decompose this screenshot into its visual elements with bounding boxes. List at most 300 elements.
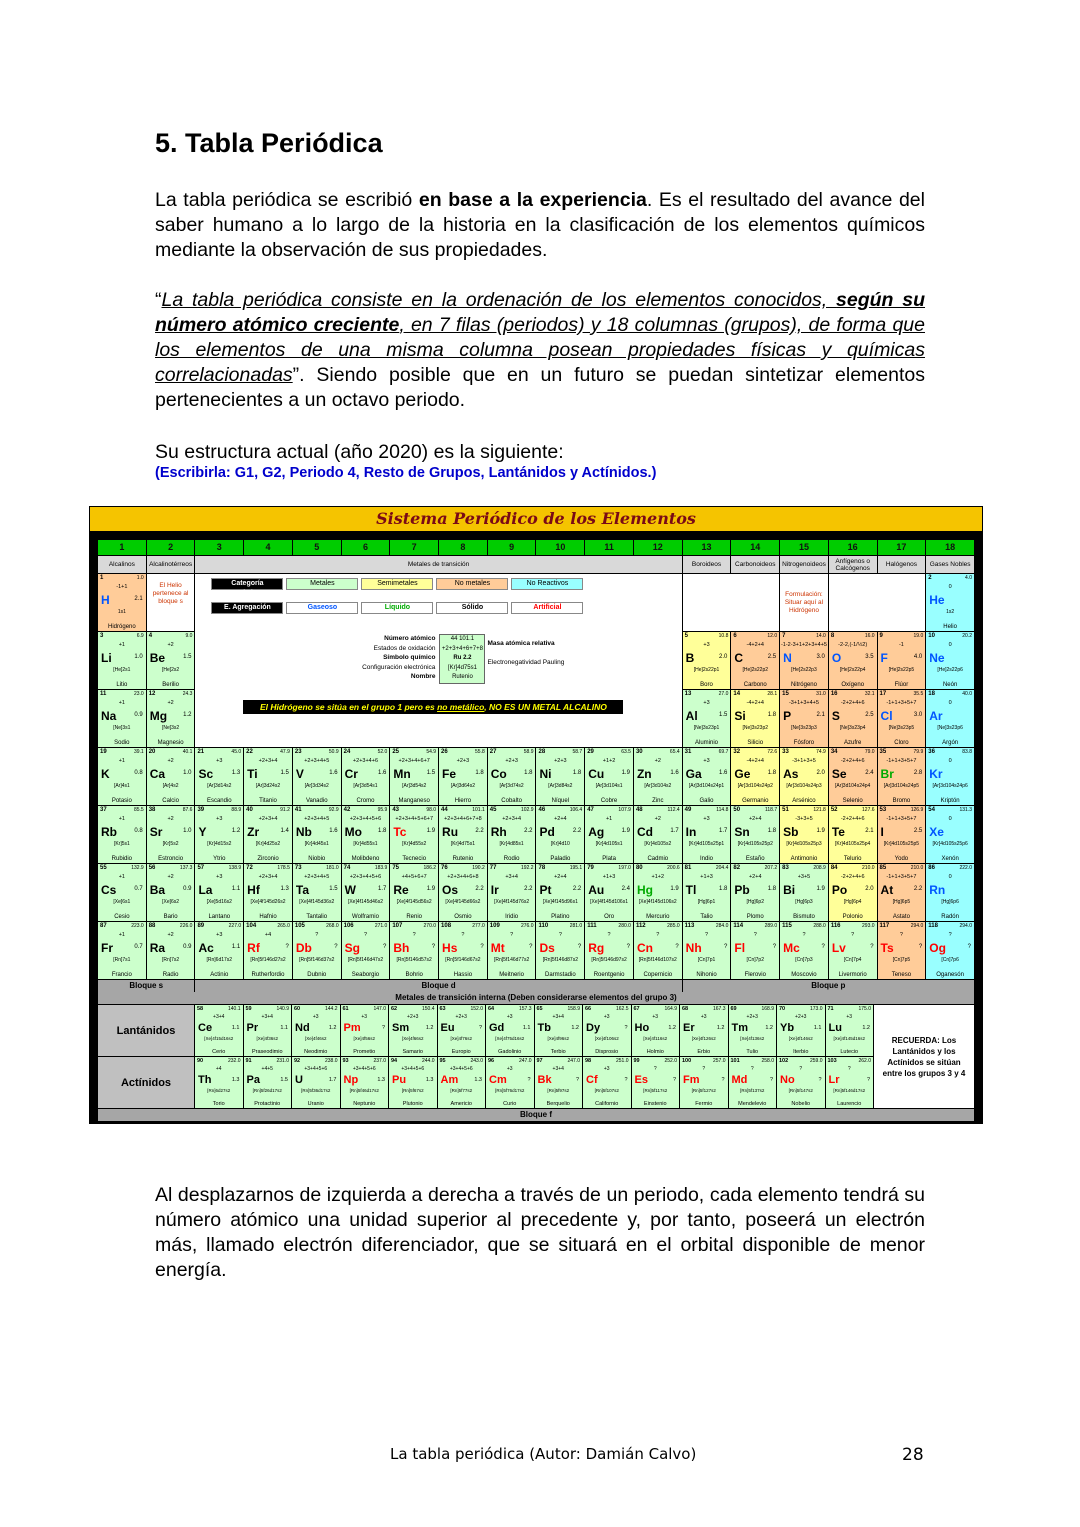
element-symbol: Ir bbox=[490, 883, 499, 897]
element-oxidation: +1 bbox=[605, 816, 613, 822]
element-name: Samario bbox=[402, 1049, 423, 1055]
hydrogen-note-c: , NO ES UN METAL ALCALINO bbox=[484, 702, 607, 712]
legend-example-cell bbox=[439, 634, 485, 684]
element-number: 27 bbox=[489, 749, 497, 755]
element-symbol: W bbox=[344, 883, 356, 897]
element-mass: 252.0 bbox=[664, 1058, 677, 1064]
element-number: 42 bbox=[343, 807, 351, 813]
element-electronegativity: 2.5 bbox=[865, 712, 874, 718]
element-mass: 138.9 bbox=[228, 865, 242, 871]
element-name: Cromo bbox=[356, 798, 375, 804]
element-name: Americio bbox=[450, 1101, 472, 1107]
element-configuration: [Kr]4d105s25p3 bbox=[786, 841, 822, 847]
element-number: 82 bbox=[733, 865, 741, 871]
element-oxidation: +2+3 bbox=[407, 1014, 419, 1020]
element-name: Indio bbox=[700, 856, 714, 862]
element-gd bbox=[486, 1005, 534, 1056]
element-mass: 238.0 bbox=[324, 1058, 338, 1064]
element-configuration: [He]2s22p3 bbox=[791, 667, 817, 673]
element-mass: 121.8 bbox=[813, 807, 826, 813]
element-pa bbox=[244, 1057, 292, 1108]
element-cr bbox=[342, 748, 390, 805]
element-v bbox=[293, 748, 341, 805]
element-configuration: [Ar]3d64s2 bbox=[450, 783, 475, 789]
element-electronegativity: ? bbox=[672, 1077, 676, 1083]
element-mass: 88.9 bbox=[231, 807, 242, 813]
element-number: 103 bbox=[827, 1058, 837, 1064]
element-name: Rutherfordio bbox=[251, 972, 285, 978]
element-name: Lutecio bbox=[840, 1049, 859, 1055]
family-alcalinoterreos: Alcalinotérreos bbox=[147, 556, 195, 573]
element-oxidation: 0 bbox=[948, 584, 952, 590]
element-configuration: [Rn]5f147s2 bbox=[788, 1088, 813, 1093]
element-name: Europio bbox=[451, 1049, 471, 1055]
element-number: 3 bbox=[100, 633, 104, 639]
element-oxidation: +2+3+4 bbox=[258, 758, 278, 764]
element-configuration: [Rn]5f146d27s2 bbox=[250, 957, 286, 963]
element-number: 73 bbox=[294, 865, 302, 871]
element-oxidation: +2+3+4 bbox=[258, 874, 278, 880]
element-na bbox=[98, 690, 146, 747]
element-name: Cerio bbox=[212, 1049, 226, 1055]
element-number: 66 bbox=[585, 1006, 592, 1012]
element-number: 41 bbox=[294, 807, 302, 813]
element-symbol: S bbox=[831, 709, 840, 723]
element-number: 1 bbox=[100, 575, 104, 581]
element-electronegativity: ? bbox=[529, 944, 533, 950]
element-oxidation: ? bbox=[702, 1066, 706, 1072]
element-name: Plata bbox=[602, 856, 616, 862]
element-oxidation: -3+3+5 bbox=[795, 816, 813, 822]
element-number: 118 bbox=[928, 923, 938, 929]
element-electronegativity: 1.9 bbox=[621, 828, 630, 834]
element-symbol: Re bbox=[393, 883, 409, 897]
element-number: 49 bbox=[684, 807, 692, 813]
element-electronegativity: ? bbox=[626, 944, 630, 950]
element-configuration: [Rn]7s1 bbox=[113, 957, 131, 963]
element-symbol: Gd bbox=[489, 1022, 505, 1034]
element-electronegativity: ? bbox=[478, 1025, 482, 1031]
element-name: Cadmio bbox=[647, 856, 669, 862]
element-mass: 127.6 bbox=[862, 807, 875, 813]
element-configuration: [Kr]4d105s1 bbox=[595, 841, 623, 847]
element-name: Flerovio bbox=[744, 972, 766, 978]
element-te bbox=[829, 806, 877, 863]
element-configuration: [Kr]4d25s2 bbox=[255, 841, 281, 847]
element-mass: 162.5 bbox=[615, 1006, 629, 1012]
element-configuration: [He]2s22p6 bbox=[937, 667, 963, 673]
element-name: Argón bbox=[942, 740, 959, 746]
element-be bbox=[147, 632, 195, 689]
element-oxidation: +2+3+4+6+8 bbox=[447, 874, 479, 880]
element-number: 62 bbox=[391, 1006, 398, 1012]
element-oxidation: -4+2+4 bbox=[746, 700, 764, 706]
element-name: Holmio bbox=[646, 1049, 664, 1055]
paragraph-period: Al desplazarnos de izquierda a derecha a través de un periodo, cada elemento tendrá su número atómico una unidad superior al precedente y, por tanto, poseerá un electrón más, llamado electrón diferenciador, que se situará en el orbital disponible de menor energía. bbox=[155, 1184, 925, 1281]
element-number: 28 bbox=[538, 749, 546, 755]
element-configuration: [Rn]5f146d67s2 bbox=[445, 957, 481, 963]
element-name: Platino bbox=[551, 914, 570, 920]
element-symbol: Na bbox=[101, 709, 117, 723]
element-number: 20 bbox=[148, 749, 156, 755]
element-symbol: Mo bbox=[344, 825, 362, 839]
element-symbol: F bbox=[880, 651, 888, 665]
element-mass: 24.3 bbox=[182, 691, 193, 697]
element-number: 13 bbox=[684, 691, 692, 697]
element-number: 46 bbox=[538, 807, 546, 813]
element-configuration: [Ar]3d54s2 bbox=[402, 783, 427, 789]
element-ra bbox=[147, 922, 195, 979]
element-nb bbox=[293, 806, 341, 863]
element-configuration: [Hg]6p5 bbox=[892, 899, 911, 905]
element-number: 81 bbox=[684, 865, 692, 871]
periodic-grid bbox=[98, 540, 974, 992]
element-name: Molibdeno bbox=[351, 856, 380, 862]
element-mass: 226.0 bbox=[179, 923, 193, 929]
element-number: 98 bbox=[585, 1058, 592, 1064]
element-oxidation: +3 bbox=[603, 1066, 610, 1072]
element-cn bbox=[634, 922, 682, 979]
element-sg bbox=[342, 922, 390, 979]
element-number: 2 bbox=[928, 575, 932, 581]
element-name: Berquelio bbox=[546, 1101, 570, 1107]
element-mass: 167.3 bbox=[712, 1006, 726, 1012]
group-header-3: 3 bbox=[195, 540, 243, 555]
element-number: 14 bbox=[733, 691, 741, 697]
element-configuration: [Ar]4s1 bbox=[113, 783, 130, 789]
element-name: Plomo bbox=[746, 914, 764, 920]
recuerda-note: RECUERDA: Los Lantánidos y los Actínidos se sitúan entre los grupos 3 y 4 bbox=[874, 1005, 974, 1108]
element-configuration: [Xe]4f76s2 bbox=[450, 1036, 472, 1041]
element-number: 108 bbox=[441, 923, 452, 929]
lanthanides-label: Lantánidos bbox=[98, 1005, 194, 1056]
element-number: 12 bbox=[148, 691, 156, 697]
element-configuration: [Ar]4s2 bbox=[162, 783, 179, 789]
element-mass: 140.1 bbox=[227, 1006, 241, 1012]
element-ce bbox=[195, 1005, 243, 1056]
element-configuration: 1s1 bbox=[117, 609, 126, 615]
element-mass: 192.2 bbox=[520, 865, 534, 871]
element-electronegativity: 2.2 bbox=[572, 828, 582, 834]
element-symbol: Pd bbox=[539, 825, 555, 839]
element-name: Litio bbox=[116, 682, 128, 688]
element-oxidation: +3+4 bbox=[552, 1014, 564, 1020]
element-electronegativity: 1.8 bbox=[475, 770, 484, 776]
element-oxidation: +2+3+4+6 bbox=[352, 758, 379, 764]
element-name: Aluminio bbox=[695, 740, 719, 746]
element-oxidation: +3 bbox=[703, 642, 710, 648]
element-k bbox=[98, 748, 146, 805]
element-number: 85 bbox=[879, 865, 887, 871]
element-symbol: Po bbox=[831, 883, 848, 897]
element-cd bbox=[634, 806, 682, 863]
element-number: 11 bbox=[100, 691, 107, 697]
element-number: 116 bbox=[830, 923, 841, 929]
element-mass: 232.0 bbox=[227, 1058, 241, 1064]
element-oxidation: ? bbox=[461, 932, 465, 938]
element-electronegativity: 1.8 bbox=[524, 770, 533, 776]
element-oxidation: +2+4 bbox=[554, 816, 567, 822]
element-oxidation: +1 bbox=[118, 700, 125, 706]
element-name: Oxígeno bbox=[841, 682, 865, 688]
element-symbol: Ac bbox=[198, 941, 214, 955]
element-electronegativity: 2.5 bbox=[913, 828, 923, 834]
element-configuration: [Hg]6p1 bbox=[697, 899, 716, 905]
element-electronegativity: ? bbox=[772, 944, 777, 950]
element-al bbox=[683, 690, 731, 747]
element-yb bbox=[777, 1005, 825, 1056]
element-oxidation: +2+4 bbox=[748, 874, 762, 880]
element-number: 30 bbox=[635, 749, 643, 755]
element-number: 100 bbox=[682, 1058, 692, 1064]
element-oxidation: +3 bbox=[361, 1014, 368, 1020]
element-s bbox=[829, 690, 877, 747]
element-name: Californio bbox=[595, 1101, 619, 1107]
element-electronegativity: ? bbox=[285, 944, 289, 950]
element-oxidation: -2+2+4+6 bbox=[840, 874, 865, 880]
element-rn bbox=[926, 864, 974, 921]
element-mass: 40.0 bbox=[962, 691, 972, 697]
element-name: Boro bbox=[700, 682, 713, 688]
element-name: Hassio bbox=[453, 972, 473, 978]
element-electronegativity: ? bbox=[575, 1077, 579, 1083]
element-oxidation: +1 bbox=[118, 874, 125, 880]
element-mass: 27.0 bbox=[718, 691, 729, 697]
element-re bbox=[390, 864, 438, 921]
element-number: 67 bbox=[633, 1006, 640, 1012]
element-configuration: [Rn]5f146d17s2 bbox=[833, 1088, 866, 1093]
element-mass: 45.0 bbox=[231, 749, 242, 755]
element-symbol: Xe bbox=[929, 825, 944, 839]
element-number: 105 bbox=[294, 923, 305, 929]
element-electronegativity: 2.1 bbox=[816, 712, 825, 718]
element-electronegativity: 2.8 bbox=[913, 770, 923, 776]
element-symbol: Zn bbox=[636, 767, 652, 781]
element-symbol: Ge bbox=[734, 767, 751, 781]
element-oxidation: +3 bbox=[216, 758, 223, 764]
element-oxidation: +3 bbox=[506, 1014, 513, 1020]
element-oxidation: ? bbox=[510, 932, 514, 938]
element-oxidation: +3 bbox=[703, 816, 710, 822]
element-name: Rodio bbox=[503, 856, 520, 862]
group-header-6: 6 bbox=[342, 540, 390, 555]
element-symbol: Os bbox=[442, 883, 459, 897]
element-name: Moscovio bbox=[791, 972, 817, 978]
element-electronegativity: 2.5 bbox=[767, 654, 777, 660]
element-oxidation: +2+3+4+5+6+7 bbox=[395, 816, 433, 822]
element-oxidation: -1 bbox=[898, 642, 904, 648]
element-oxidation: +3+4+5+6 bbox=[304, 1066, 328, 1072]
element-name: Selenio bbox=[842, 798, 863, 804]
element-oxidation: +1+3 bbox=[700, 874, 713, 880]
element-number: 60 bbox=[294, 1006, 301, 1012]
element-oxidation: +3 bbox=[846, 1014, 853, 1020]
element-electronegativity: 3.5 bbox=[865, 654, 874, 660]
periodic-table bbox=[89, 506, 983, 1124]
element-symbol: Md bbox=[731, 1074, 748, 1086]
element-symbol: H bbox=[101, 593, 110, 607]
element-name: Bario bbox=[163, 914, 178, 920]
element-mass: 210.0 bbox=[862, 865, 875, 871]
element-electronegativity: ? bbox=[866, 1077, 870, 1083]
element-symbol: Fl bbox=[734, 941, 746, 955]
element-electronegativity: 2.0 bbox=[865, 886, 874, 892]
element-symbol: Li bbox=[101, 651, 112, 665]
element-configuration: [Ar]3d74s2 bbox=[499, 783, 524, 789]
element-bi bbox=[780, 864, 828, 921]
element-number: 35 bbox=[879, 749, 887, 755]
element-mass: 1.0 bbox=[136, 575, 144, 581]
group-header-11: 11 bbox=[585, 540, 633, 555]
element-name: Estaño bbox=[745, 856, 765, 862]
element-mass: 222.0 bbox=[959, 865, 972, 871]
element-electronegativity: 1.8 bbox=[767, 712, 777, 718]
paragraph-definition: “La tabla periódica consiste en la ordenación de los elementos conocidos, según su número atómico creciente, en 7 filas (periodos) y 18 columnas (grupos), de forma que los elementos de una misma columna posean propiedades físicas y químicas correlacionadas”. Siendo posible que en un futuro se puedan sintetizar elementos pertenecientes a un octavo periodo. bbox=[155, 289, 926, 411]
element-configuration: [Kr]5s1 bbox=[113, 841, 130, 847]
element-oxidation: +1+3 bbox=[602, 874, 616, 880]
element-configuration: [Xe]4f145d56s2 bbox=[396, 899, 432, 905]
element-configuration: [Xe]4f75d16s2 bbox=[495, 1036, 525, 1041]
element-number: 88 bbox=[148, 923, 156, 929]
element-he bbox=[926, 574, 974, 631]
element-symbol: Hf bbox=[247, 883, 260, 897]
element-name: Radio bbox=[162, 972, 179, 978]
element-symbol: Rb bbox=[101, 825, 117, 839]
element-number: 97 bbox=[536, 1058, 543, 1064]
element-oxidation: +1+2 bbox=[651, 874, 665, 880]
element-mass: 288.0 bbox=[813, 923, 826, 929]
element-number: 32 bbox=[733, 749, 741, 755]
group-header-15: 15 bbox=[780, 540, 828, 555]
element-configuration: [Rn]5f77s2 bbox=[450, 1088, 473, 1093]
element-configuration: [Kr]4d105s25p5 bbox=[883, 841, 920, 847]
element-mass: 197.0 bbox=[618, 865, 631, 871]
element-name: Carbono bbox=[743, 682, 767, 688]
element-symbol: Th bbox=[198, 1074, 212, 1086]
element-symbol: Be bbox=[149, 651, 166, 665]
element-symbol: Cd bbox=[636, 825, 653, 839]
element-number: 29 bbox=[587, 749, 594, 755]
element-electronegativity: 1.7 bbox=[670, 828, 679, 834]
element-number: 38 bbox=[148, 807, 156, 813]
element-mass: 107.9 bbox=[618, 807, 631, 813]
element-configuration: [Rn]5f127s2 bbox=[691, 1088, 716, 1093]
legend-example-line-4: Rutenio bbox=[452, 674, 473, 680]
element-electronegativity: 2.1 bbox=[134, 596, 143, 602]
paragraph-structure: Su estructura actual (año 2020) es la siguiente: bbox=[155, 441, 564, 463]
element-symbol: Tl bbox=[685, 883, 697, 897]
element-name: Praseodimio bbox=[251, 1049, 283, 1055]
element-fe bbox=[439, 748, 487, 805]
element-configuration: [Rn]5f137s2 bbox=[740, 1088, 765, 1093]
element-name: Torio bbox=[212, 1101, 225, 1107]
element-name: Wolframio bbox=[352, 914, 379, 920]
element-oxidation: +2+3+4+5 bbox=[304, 758, 330, 764]
element-name: Seaborgio bbox=[351, 972, 380, 978]
element-mass: 265.0 bbox=[277, 923, 290, 929]
element-name: Talio bbox=[700, 914, 713, 920]
element-electronegativity: ? bbox=[527, 1077, 531, 1083]
element-au bbox=[585, 864, 633, 921]
element-number: 91 bbox=[245, 1058, 252, 1064]
element-name: Manganeso bbox=[398, 798, 430, 804]
element-name: Zirconio bbox=[257, 856, 279, 862]
element-name: Antimonio bbox=[790, 856, 818, 862]
element-name: Calcio bbox=[162, 798, 179, 804]
element-f bbox=[878, 632, 926, 689]
element-name: Silicio bbox=[747, 740, 764, 746]
element-oxidation: +3 bbox=[700, 1014, 707, 1020]
element-configuration: [Ar]3d54s1 bbox=[353, 783, 378, 789]
element-symbol: Sg bbox=[344, 941, 360, 955]
element-symbol: Bh bbox=[393, 941, 410, 955]
element-mass: 72.6 bbox=[767, 749, 778, 755]
element-symbol: No bbox=[780, 1074, 795, 1086]
element-oxidation: -1+1+3+5+7 bbox=[886, 700, 917, 706]
element-ir bbox=[488, 864, 536, 921]
element-electronegativity: ? bbox=[870, 944, 874, 950]
element-name: Lantano bbox=[208, 914, 231, 920]
element-symbol: Zr bbox=[247, 825, 260, 839]
element-configuration: [Xe]5d16s2 bbox=[206, 899, 232, 905]
element-oxidation: -1+1 bbox=[116, 584, 128, 590]
element-mass: 144.2 bbox=[324, 1006, 338, 1012]
element-symbol: Fr bbox=[101, 941, 113, 955]
element-name: Tecnecio bbox=[402, 856, 427, 862]
element-oxidation: +2+3 bbox=[505, 758, 518, 764]
element-symbol: Sn bbox=[734, 825, 750, 839]
element-number: 9 bbox=[879, 633, 883, 639]
element-mass: 259.0 bbox=[809, 1058, 823, 1064]
element-name: Mercurio bbox=[646, 914, 670, 920]
element-at bbox=[878, 864, 926, 921]
element-electronegativity: ? bbox=[382, 944, 387, 950]
element-number: 61 bbox=[342, 1006, 349, 1012]
element-oxidation: +2 bbox=[167, 642, 174, 648]
element-configuration: [Rn]5f146d107s2 bbox=[638, 957, 677, 963]
group-header-8: 8 bbox=[439, 540, 487, 555]
element-number: 64 bbox=[488, 1006, 495, 1012]
element-configuration: [Ne]3s23p1 bbox=[693, 725, 720, 731]
element-symbol: Cs bbox=[101, 883, 117, 897]
element-oxidation: -2-2,(-1/½2) bbox=[838, 642, 868, 648]
element-symbol: Ta bbox=[295, 883, 309, 897]
element-oxidation: +2 bbox=[167, 874, 174, 880]
element-eu bbox=[438, 1005, 486, 1056]
element-mass: 258.0 bbox=[761, 1058, 774, 1064]
element-configuration: [Kr]4d10 bbox=[550, 841, 570, 847]
element-mass: 91.2 bbox=[280, 807, 290, 813]
group-header-12: 12 bbox=[634, 540, 682, 555]
element-electronegativity: 1.7 bbox=[719, 828, 728, 834]
element-oxidation: 0 bbox=[948, 642, 952, 648]
legend-key bbox=[325, 634, 435, 682]
element-sb bbox=[780, 806, 828, 863]
element-mass: 74.9 bbox=[816, 749, 826, 755]
element-number: 77 bbox=[489, 865, 497, 871]
element-electronegativity: ? bbox=[818, 1077, 822, 1083]
element-mg bbox=[147, 690, 195, 747]
element-mass: 271.0 bbox=[374, 923, 388, 929]
element-hg bbox=[634, 864, 682, 921]
element-number: 107 bbox=[392, 923, 403, 929]
group-header-5: 5 bbox=[293, 540, 341, 555]
element-symbol: Rg bbox=[588, 941, 605, 955]
element-kr bbox=[926, 748, 974, 805]
element-configuration: [Hg]6p3 bbox=[795, 899, 813, 905]
element-number: 22 bbox=[246, 749, 253, 755]
element-symbol: Fm bbox=[683, 1074, 700, 1086]
